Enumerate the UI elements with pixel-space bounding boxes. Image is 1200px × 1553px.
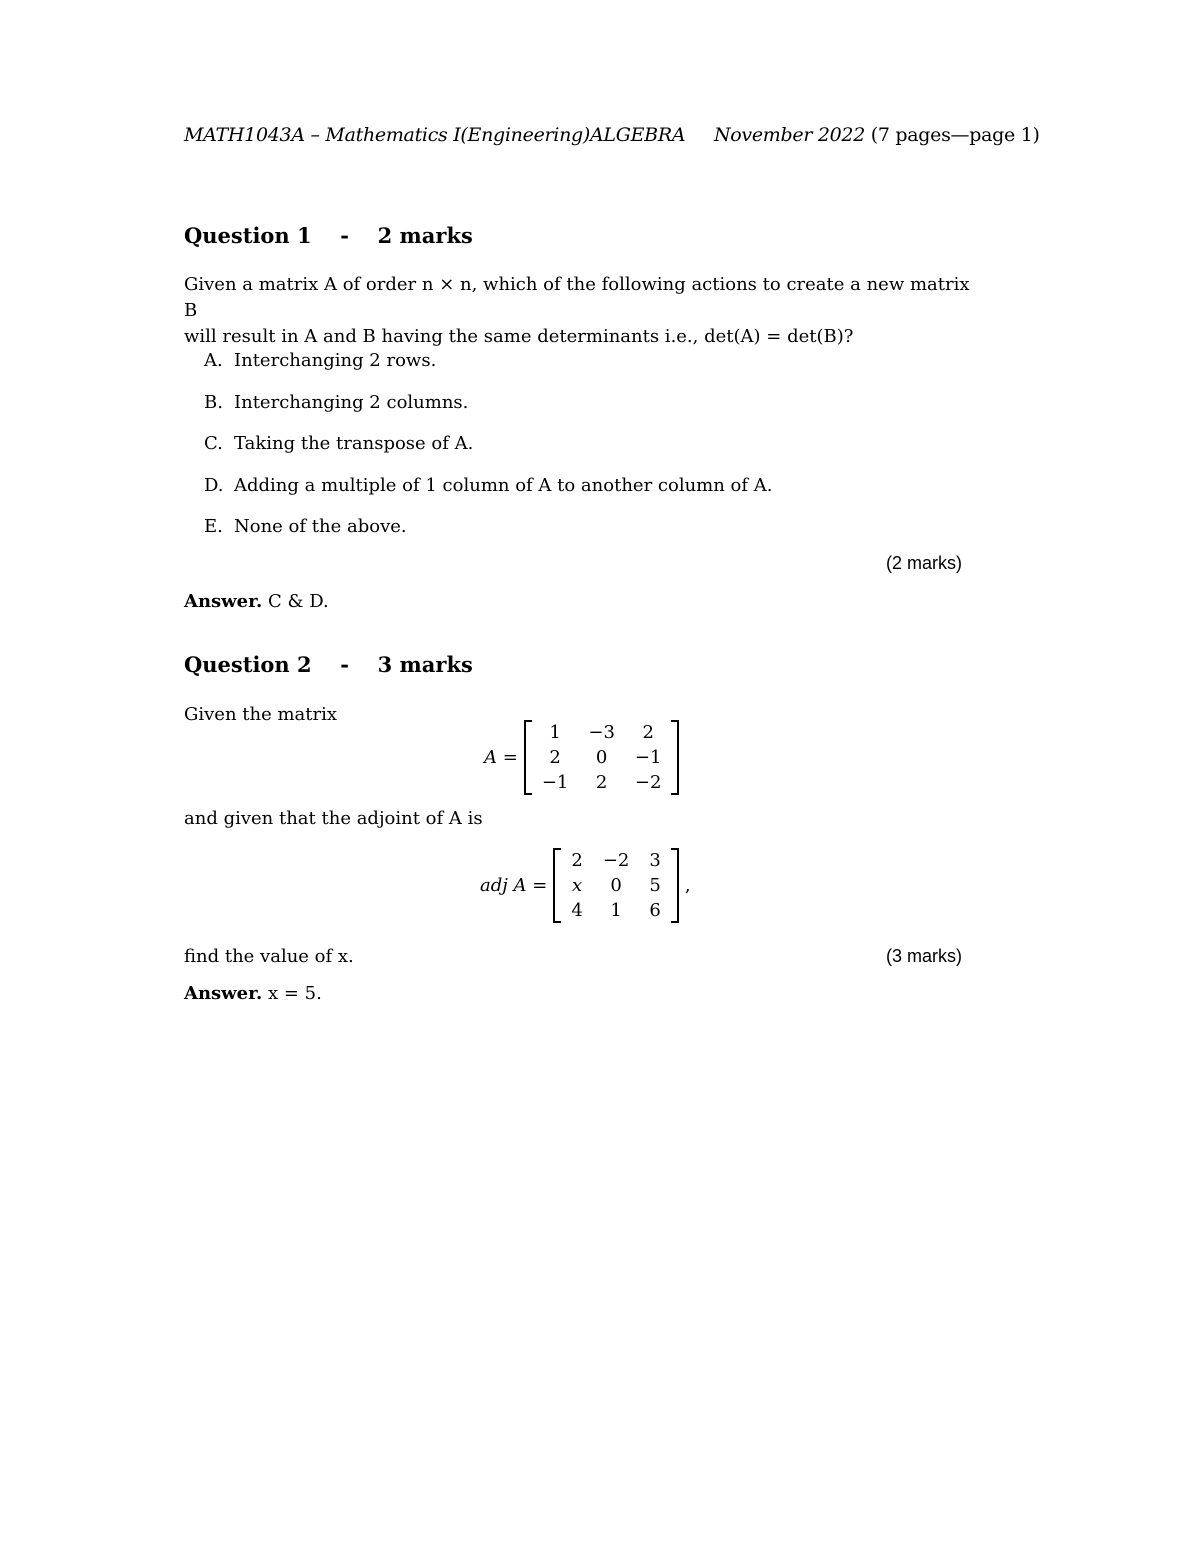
option-b-label: B. [204, 392, 223, 413]
question-2-marks-note: (3 marks) [886, 946, 962, 966]
matrix-adj-right-bracket [671, 848, 679, 923]
matrix-a-cell: 1 [549, 722, 561, 743]
matrix-adj-cell: 5 [649, 875, 661, 896]
matrix-a-equation [484, 720, 679, 795]
question-2-dash: - [340, 652, 349, 677]
question-1-stem-line-1: Given a matrix A of order n × n, which of the following actions to create a new matrix B [184, 274, 970, 321]
option-a [204, 350, 436, 371]
matrix-a-cell: 0 [595, 747, 608, 768]
matrix-a-cell: 2 [595, 772, 608, 793]
question-2-label: Question 2 [184, 652, 312, 677]
header-pages: (7 pages—page 1) [870, 124, 1040, 146]
option-a-text: Interchanging 2 rows. [234, 350, 437, 371]
matrix-adj-cell: 1 [610, 900, 622, 921]
matrix-a-label: A = [484, 747, 518, 768]
question-1-marks-note: (2 marks) [886, 553, 962, 573]
matrix-a-cell: −1 [541, 772, 569, 793]
option-c-text: Taking the transpose of A. [234, 433, 474, 454]
matrix-a [524, 720, 680, 795]
matrix-a-table [532, 720, 672, 795]
question-2-answer [184, 981, 322, 1007]
option-c [204, 433, 473, 454]
option-a-label: A. [204, 350, 223, 371]
option-e-label: E. [204, 516, 223, 537]
option-c-label: C. [204, 433, 223, 454]
page-header [184, 124, 1040, 146]
question-1-dash: - [340, 223, 349, 248]
matrix-a-right-bracket [671, 720, 679, 795]
option-e [204, 516, 407, 537]
matrix-adj-cell: 3 [649, 850, 661, 871]
option-d [204, 475, 773, 496]
matrix-a-cell: −1 [634, 747, 662, 768]
question-2-marks-label: 3 marks [377, 652, 473, 677]
matrix-adj-cell: 0 [610, 875, 622, 896]
matrix-adj-cell: x [572, 875, 583, 896]
question-2-adj-intro: and given that the adjoint of A is [184, 808, 483, 829]
question-1-answer-text: C & D. [267, 591, 329, 612]
matrix-adj-row [561, 898, 670, 923]
question-1-answer [184, 589, 329, 615]
question-1-marks-label: 2 marks [377, 223, 473, 248]
matrix-adj-row [561, 848, 670, 873]
question-1-label: Question 1 [184, 223, 312, 248]
matrix-adj-row [561, 873, 670, 898]
question-2-answer-label: Answer. [184, 983, 263, 1004]
question-2-intro: Given the matrix [184, 704, 338, 725]
matrix-adj [553, 848, 678, 923]
question-1-stem [184, 272, 984, 350]
matrix-adj-cell: 4 [571, 900, 583, 921]
question-1-stem-line-2: will result in A and B having the same determinants i.e., det(A) = det(B)? [184, 326, 854, 347]
matrix-adj-comma: , [684, 875, 691, 896]
matrix-a-cell: −3 [588, 722, 615, 743]
header-date: November 2022 [713, 124, 866, 146]
matrix-adj-cell: 6 [649, 900, 661, 921]
matrix-a-cell: 2 [549, 747, 561, 768]
option-b [204, 392, 468, 413]
header-course: MATH1043A – Mathematics I(Engineering)ALGEBRA [184, 124, 686, 146]
matrix-a-row [532, 770, 672, 795]
matrix-adj-label: adj A = [480, 875, 548, 896]
question-1-title [184, 223, 473, 248]
matrix-a-row [532, 745, 672, 770]
matrix-a-cell: −2 [634, 772, 662, 793]
question-2-title [184, 652, 473, 677]
option-d-label: D. [204, 475, 224, 496]
matrix-a-row [532, 720, 672, 745]
question-2-answer-text: x = 5. [267, 983, 322, 1004]
option-b-text: Interchanging 2 columns. [234, 392, 469, 413]
matrix-a-cell: 2 [642, 722, 654, 743]
matrix-adj-equation [480, 848, 691, 923]
matrix-adj-cell: −2 [602, 850, 630, 871]
question-1-answer-label: Answer. [184, 591, 263, 612]
question-2-find: find the value of x. [184, 946, 354, 967]
matrix-adj-table [561, 848, 670, 923]
matrix-a-left-bracket [524, 720, 532, 795]
option-e-text: None of the above. [234, 516, 407, 537]
option-d-text: Adding a multiple of 1 column of A to another column of A. [234, 475, 773, 496]
matrix-adj-cell: 2 [571, 850, 583, 871]
matrix-adj-left-bracket [553, 848, 561, 923]
